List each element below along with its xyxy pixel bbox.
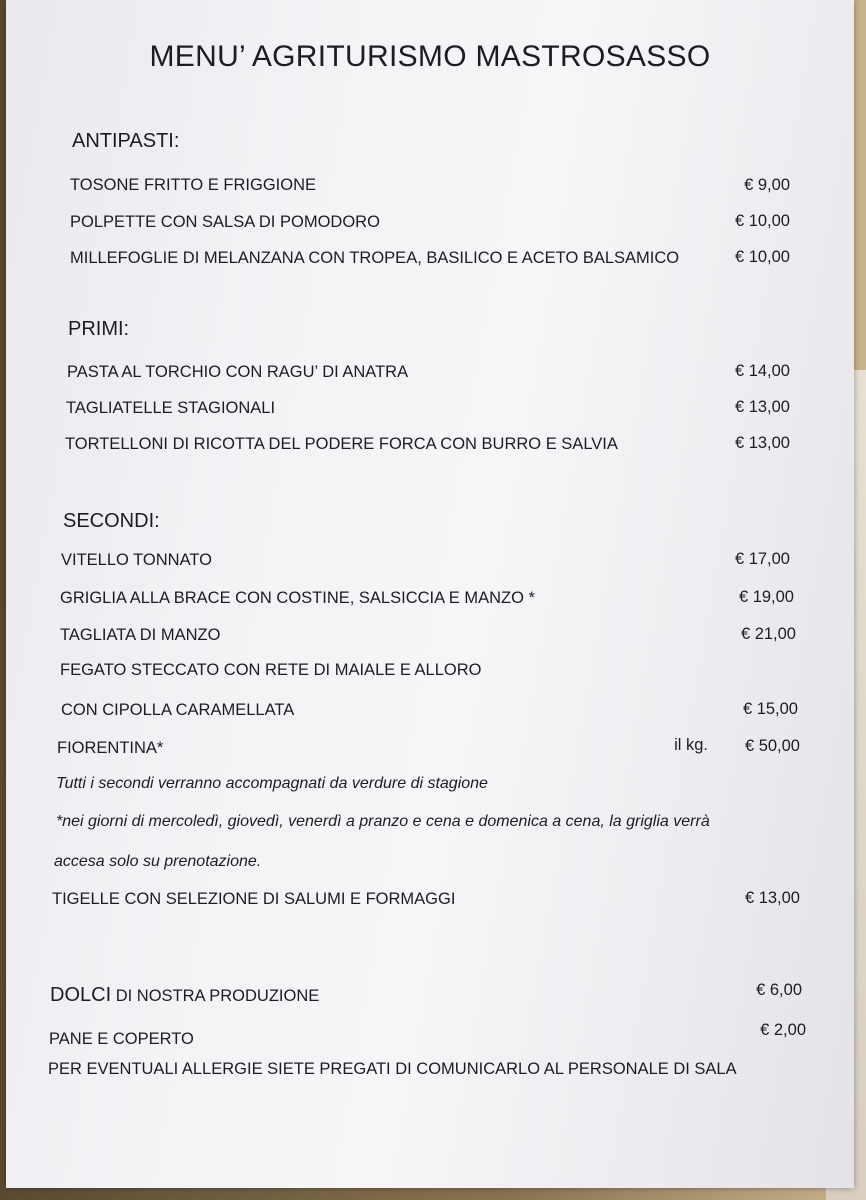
menu-title: MENU’ AGRITURISMO MASTROSASSO	[149, 40, 711, 73]
coperto-price: € 2,00	[760, 1021, 806, 1039]
menu-item-price: € 13,00	[734, 434, 790, 452]
menu-item: FIORENTINA*	[57, 739, 164, 757]
menu-item: PASTA AL TORCHIO CON RAGU’ DI ANATRA	[67, 363, 409, 381]
menu-item: MILLEFOGLIE DI MELANZANA CON TROPEA, BASILICO E ACETO BALSAMICO	[70, 249, 680, 267]
menu-item: CON CIPOLLA CARAMELLATA	[61, 701, 295, 719]
section-antipasti-heading: ANTIPASTI:	[72, 130, 180, 152]
dolci-line	[50, 984, 319, 1007]
allergie-notice: PER EVENTUALI ALLERGIE SIETE PREGATI DI COMUNICARLO AL PERSONALE DI SALA	[48, 1060, 737, 1078]
menu-item-unit: il kg.	[674, 736, 708, 754]
menu-item-price: € 10,00	[734, 248, 790, 266]
menu-item-price: € 14,00	[734, 362, 790, 380]
menu-item: TOSONE FRITTO E FRIGGIONE	[70, 176, 316, 194]
menu-item: TIGELLE CON SELEZIONE DI SALUMI E FORMAGGI	[52, 890, 456, 908]
menu-item: GRIGLIA ALLA BRACE CON COSTINE, SALSICCIA E MANZO *	[60, 589, 535, 607]
menu-item-price: € 6,00	[756, 981, 802, 999]
menu-item: TAGLIATA DI MANZO	[60, 626, 221, 644]
menu-item-price: € 13,00	[734, 398, 790, 416]
dolci-sublabel: DI NOSTRA PRODUZIONE	[115, 987, 320, 1005]
coperto-line: PANE E COPERTO	[49, 1030, 194, 1048]
griglia-note-continued: accesa solo su prenotazione.	[54, 853, 262, 870]
menu-item-price: € 15,00	[742, 700, 798, 718]
menu-item: FEGATO STECCATO CON RETE DI MAIALE E ALLORO	[60, 661, 482, 679]
dolci-label: DOLCI	[50, 984, 112, 1006]
menu-item: TAGLIATELLE STAGIONALI	[66, 399, 276, 417]
section-primi-heading: PRIMI:	[68, 318, 130, 340]
menu-item-price: € 21,00	[740, 625, 796, 643]
secondi-note: Tutti i secondi verranno accompagnati da verdure di stagione	[56, 775, 488, 792]
section-secondi-heading: SECONDI:	[63, 510, 160, 532]
menu-item-price: € 50,00	[744, 737, 800, 755]
menu-item: POLPETTE CON SALSA DI POMODORO	[70, 213, 380, 231]
menu-item-price: € 9,00	[744, 176, 790, 194]
menu-item: VITELLO TONNATO	[61, 551, 212, 569]
griglia-note: *nei giorni di mercoledì, giovedì, venerdì a pranzo e cena e domenica a cena, la griglia verrà	[56, 813, 710, 830]
menu-item: TORTELLONI DI RICOTTA DEL PODERE FORCA CON BURRO E SALVIA	[65, 435, 618, 453]
menu-item-price: € 19,00	[738, 588, 794, 606]
menu-item-price: € 17,00	[734, 550, 790, 568]
menu-sheet	[6, 0, 854, 1188]
menu-item-price: € 10,00	[734, 212, 790, 230]
menu-item-price: € 13,00	[744, 889, 800, 907]
